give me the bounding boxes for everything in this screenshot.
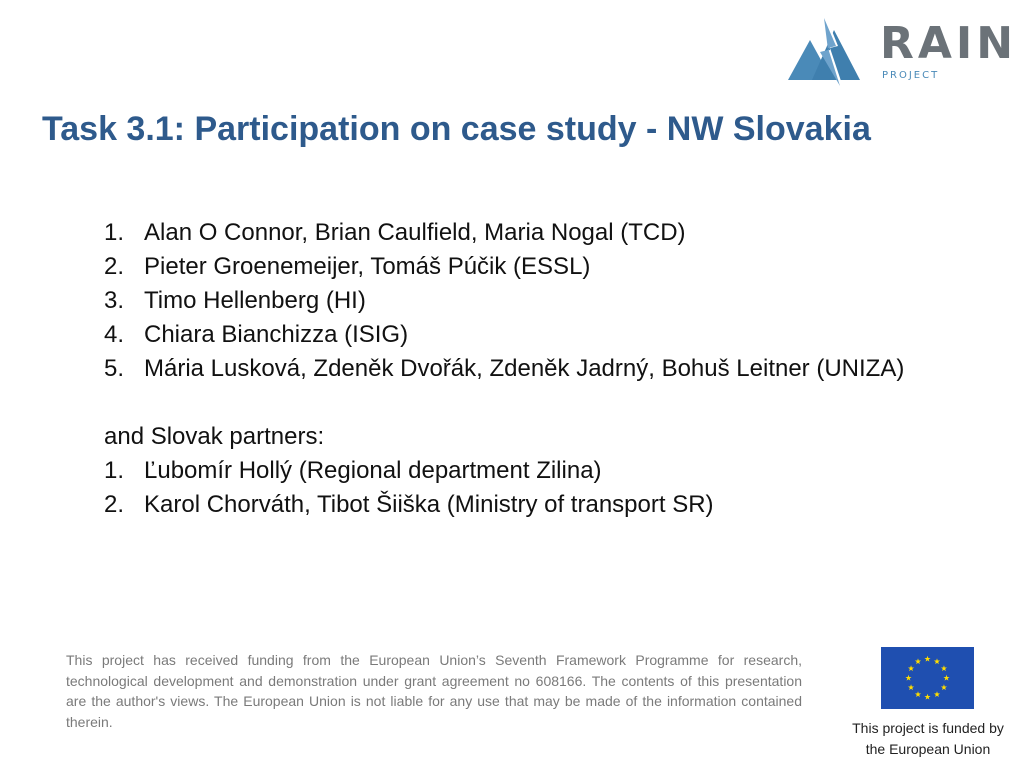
list-number: 5. [104, 355, 125, 382]
list-text: Chiara Bianchizza (ISIG) [144, 321, 409, 348]
eu-caption-line1: This project is funded by [852, 720, 1004, 736]
eu-star-icon [915, 691, 921, 697]
list-text: Mária Lusková, Zdeněk Dvořák, Zdeněk Jadrný, Bohuš Leitner (UNIZA) [144, 355, 905, 382]
participants-list [104, 216, 984, 386]
eu-star-icon [943, 675, 949, 681]
eu-star-icon [908, 665, 914, 671]
list-item [104, 318, 984, 352]
eu-caption-line2: the European Union [865, 741, 991, 757]
list-item [104, 216, 984, 250]
list-text: Ľubomír Hollý (Regional department Zilina) [144, 457, 602, 484]
eu-star-icon [924, 694, 930, 700]
list-text: Pieter Groenemeijer, Tomáš Púčik (ESSL) [144, 253, 591, 280]
list-item [104, 250, 984, 284]
list-number: 2. [104, 491, 125, 518]
eu-star-icon [905, 675, 911, 681]
list-item [104, 488, 984, 522]
list-number: 3. [104, 287, 125, 314]
rain-project-logo [786, 12, 1020, 92]
list-text: Karol Chorváth, Tibot Šiiška (Ministry of transport SR) [144, 491, 714, 518]
eu-star-icon [941, 665, 947, 671]
partners-heading: and Slovak partners: [104, 423, 325, 450]
eu-stars [881, 647, 974, 709]
page-title: Task 3.1: Participation on case study - NW Slovakia [42, 110, 871, 148]
eu-star-icon [908, 684, 914, 690]
slide-content [104, 216, 984, 522]
partners-list [104, 454, 984, 522]
mountain-lightning-icon [786, 12, 866, 92]
eu-star-icon [915, 658, 921, 664]
eu-star-icon [941, 684, 947, 690]
funding-disclaimer: This project has received funding from the European Union’s Seventh Framework Programme for research, technological development and demonstration under grant agreement no 608166. The contents of this presentation are the author's views. The European Union is not liable for any use that may be made of the information contained therein. [66, 652, 802, 730]
eu-star-icon [934, 658, 940, 664]
list-text: Timo Hellenberg (HI) [144, 287, 366, 314]
list-item [104, 352, 984, 386]
list-number: 2. [104, 253, 125, 280]
list-number: 4. [104, 321, 125, 348]
list-number: 1. [104, 219, 125, 246]
logo-wordmark: RAIN [880, 18, 1018, 69]
list-number: 1. [104, 457, 125, 484]
list-item [104, 284, 984, 318]
eu-star-icon [924, 656, 930, 662]
logo-subtitle: PROJECT [882, 70, 940, 81]
eu-flag-icon [881, 647, 974, 709]
eu-star-icon [934, 691, 940, 697]
eu-funding-caption [838, 718, 1018, 760]
list-item [104, 454, 984, 488]
list-text: Alan O Connor, Brian Caulfield, Maria Nogal (TCD) [144, 219, 686, 246]
